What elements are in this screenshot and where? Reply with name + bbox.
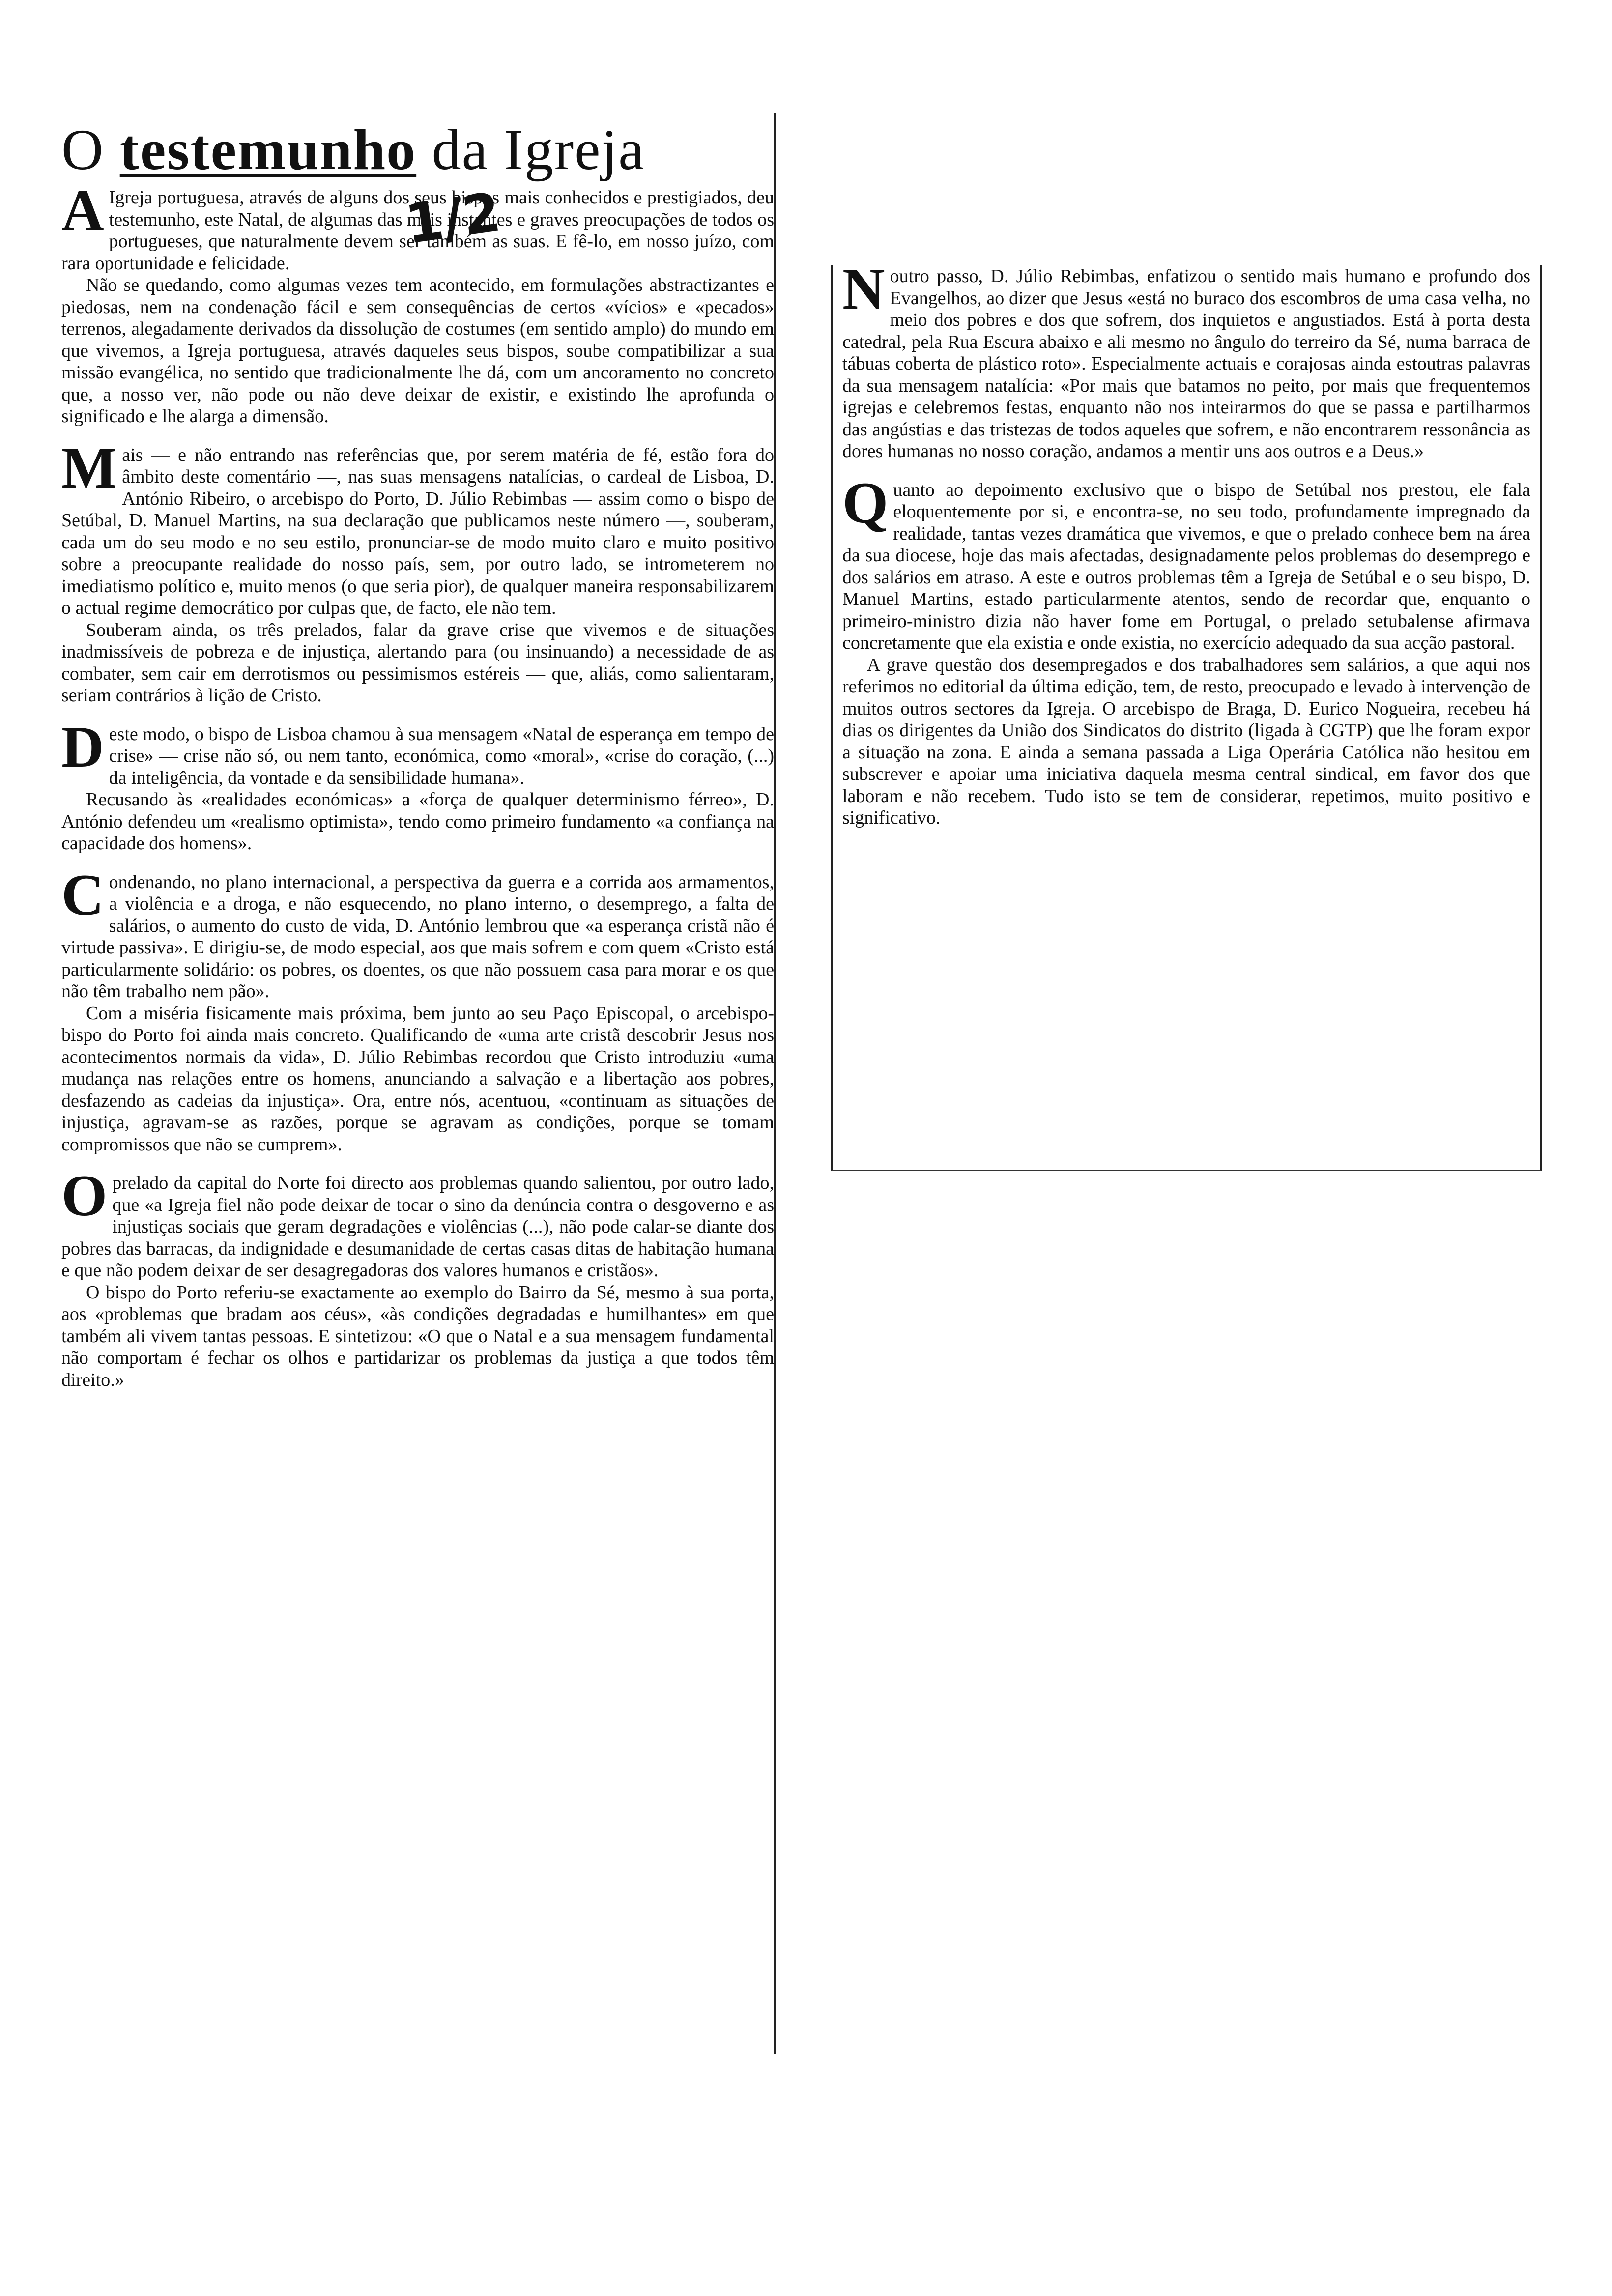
dropcap: N (842, 256, 885, 321)
article-headline (61, 113, 774, 187)
paragraph: A grave questão dos desempregados e dos trabalhadores sem salários, a que aqui nos referimos no editorial da última edição, tem, de resto, preocupado e levado à intervenção de muitos outros sectores da Igreja. O arcebispo de Braga, D. Eurico Nogueira, recebeu há dias os dirigentes da União dos Sindicatos do distrito (ligada à CGTP) que lhe foram expor a situação na zona. E ainda a semana passada a Liga Operária Católica não hesitou em subscrever e apoiar uma iniciativa daquela mesma central sindical, em favor dos que laboram e não recebem. Tudo isto se tem de considerar, repetimos, muito positivo e significativo. (842, 654, 1530, 828)
paragraph: Souberam ainda, os três prelados, falar da grave crise que vivemos e de situações inadmissíveis de pobreza e de injustiça, alertando para (ou insinuando) a necessidade de as combater, sem cair em derrotismos ou pessimismos estéreis — que, aliás, como salientaram, seriam contrários à lição de Cristo. (61, 619, 774, 706)
headline-part3: da Igreja (432, 117, 645, 182)
paragraph: Com a miséria fisicamente mais próxima, bem junto ao seu Paço Episcopal, o arcebispo-bispo do Porto foi ainda mais concreto. Qualificando de «uma arte cristã descobrir Jesus nos acontecimentos normais da vida», D. Júlio Rebimbas recordou que Cristo introduziu «uma mudança nas relações entre os homens, anunciando a salvação e a libertação aos pobres, desfazendo as cadeias da injustiça». Ora, entre nós, acentuou, «continuam as situações de injustiça, agravam-se as razões, porque se agravam as condições, porque se tomam compromissos que não se cumprem». (61, 1003, 774, 1155)
left-clipping (42, 113, 776, 2054)
paragraph: Mais — e não entrando nas referências que, por serem matéria de fé, estão fora do âmbito deste comentário —, nas suas mensagens natalícias, o cardeal de Lisboa, D. António Ribeiro, o arcebispo do Porto, D. Júlio Rebimbas — assim como o bispo de Setúbal, D. Manuel Martins, na sua declaração que publicamos neste número —, souberam, cada um do seu modo e no seu estilo, pronunciar-se de modo muito claro e muito positivo sobre a preocupante realidade do nosso país, sem, por outro lado, se intrometerem no imediatismo político e, muito menos (o que seria pior), de qualquer maneira responsabilizarem o actual regime democrático por culpas que, de facto, ele não tem. (61, 434, 774, 618)
paragraph: O bispo do Porto referiu-se exactamente ao exemplo do Bairro da Sé, mesmo à sua porta, aos «problemas que bradam aos céus», «às condições degradadas e humilhantes» em que também ali vivem tantas pessoas. E sintetizou: «O que o Natal e a sua mensagem fundamental não comportam é fechar os olhos e partidarizar os problemas da justiça a que todos têm direito.» (61, 1282, 774, 1390)
dropcap: C (61, 861, 104, 927)
headline-part1: O (61, 117, 105, 182)
dropcap: O (61, 1163, 108, 1228)
paragraph: Noutro passo, D. Júlio Rebimbas, enfatizou o sentido mais humano e profundo dos Evangelhos, ao dizer que Jesus «está no buraco dos escombros de uma casa velha, no meio dos pobres e dos que sofrem, dos inquietos e angustiados. Está à porta desta catedral, pela Rua Escura abaixo e ali mesmo no ângulo do terreiro da Sé, numa barraca de tábuas coberta de plástico roto». Especialmente actuais e corajosas ainda estoutras palavras da sua mensagem natalícia: «Por mais que batamos no peito, por mais que frequentemos igrejas e celebremos festas, enquanto não nos inteirarmos do que se passa e partilharmos das angústias e das tristezas de todos aqueles que sofrem, e não encontrarem ressonância as dores humanas no nosso coração, andamos a mentir uns aos outros e a Deus.» (842, 256, 1530, 461)
paragraph: Não se quedando, como algumas vezes tem acontecido, em formulações abstractizantes e piedosas, nem na condenação fácil e sem consequências de certos «vícios» e «pecados» terrenos, alegadamente derivados da dissolução de costumes (em sentido amplo) do mundo em que vivemos, a Igreja portuguesa, através daqueles seus bispos, soube compatibilizar a sua missão evangélica, no sentido que tradicionalmente lhe dá, com um ancoramento no concreto que, a nosso ver, não pode ou não deve deixar de existir, e existindo lhe aprofunda o significado e lhe alarga a dimensão. (61, 275, 774, 427)
right-clipping (831, 256, 1542, 1171)
paragraph: Quanto ao depoimento exclusivo que o bispo de Setúbal nos prestou, ele fala eloquentemente por si, e encontra-se, no seu todo, profundamente impregnado da realidade, tantas vezes dramática que vivemos, e que o prelado conhece bem na área da sua diocese, hoje das mais afectadas, designadamente pelos problemas do desemprego e dos salários em atraso. A este e outros problemas têm a Igreja de Setúbal e o seu bispo, D. Manuel Martins, estado particularmente atentos, sendo de recordar que, enquanto o primeiro-ministro dizia não haver fome em Portugal, o prelado setubalense afirmava concretamente que ela existia e onde existia, no exercício adequado da sua acção pastoral. (842, 469, 1530, 653)
article-body-right (833, 256, 1540, 829)
headline-part2: testemunho (119, 117, 417, 182)
paragraph: A Igreja portuguesa, através de alguns dos seus bispos mais conhecidos e prestigiados, deu testemunho, este Natal, de algumas das mais instantes e graves preocupações de todos os portugueses, que naturalmente devem ser também as suas. E fê-lo, em nosso juízo, com rara oportunidade e felicidade. (61, 177, 774, 274)
dropcap: A (61, 177, 104, 243)
dropcap: D (61, 714, 104, 779)
paragraph: Condenando, no plano internacional, a perspectiva da guerra e a corrida aos armamentos, a violência e a droga, e não esquecendo, no plano interno, o desemprego, a falta de salários, o aumento do custo de vida, D. António lembrou que «a esperança cristã não é virtude passiva». E dirigiu-se, de modo especial, aos que mais sofrem e com quem «Cristo está particularmente solidário: os pobres, os doentes, os que não possuem casa para morar e os que não têm trabalho nem pão». (61, 861, 774, 1002)
article-body-left (42, 177, 774, 1391)
handwritten-page-mark: 1/2 (402, 180, 505, 256)
dropcap: M (61, 434, 117, 500)
paragraph: Deste modo, o bispo de Lisboa chamou à sua mensagem «Natal de esperança em tempo de crise» — crise não só, ou nem tanto, económica, como «moral», «crise do coração, (...) da inteligência, da vontade e da sensibilidade humana». (61, 714, 774, 788)
paragraph: Oprelado da capital do Norte foi directo aos problemas quando salientou, por outro lado, que «a Igreja fiel não pode deixar de tocar o sino da denúncia contra o desgoverno e as injustiças sociais que geram degradações e violências (...), não pode calar-se diante dos pobres das barracas, da indignidade e desumanidade de certas casas ditas de habitação humana e que não podem deixar de ser desagregadoras dos valores humanos e cristãos». (61, 1163, 774, 1281)
paragraph: Recusando às «realidades económicas» a «força de qualquer determinismo férreo», D. António defendeu um «realismo optimista», tendo como primeiro fundamento «a confiança na capacidade dos homens». (61, 789, 774, 854)
dropcap: Q (842, 469, 889, 535)
